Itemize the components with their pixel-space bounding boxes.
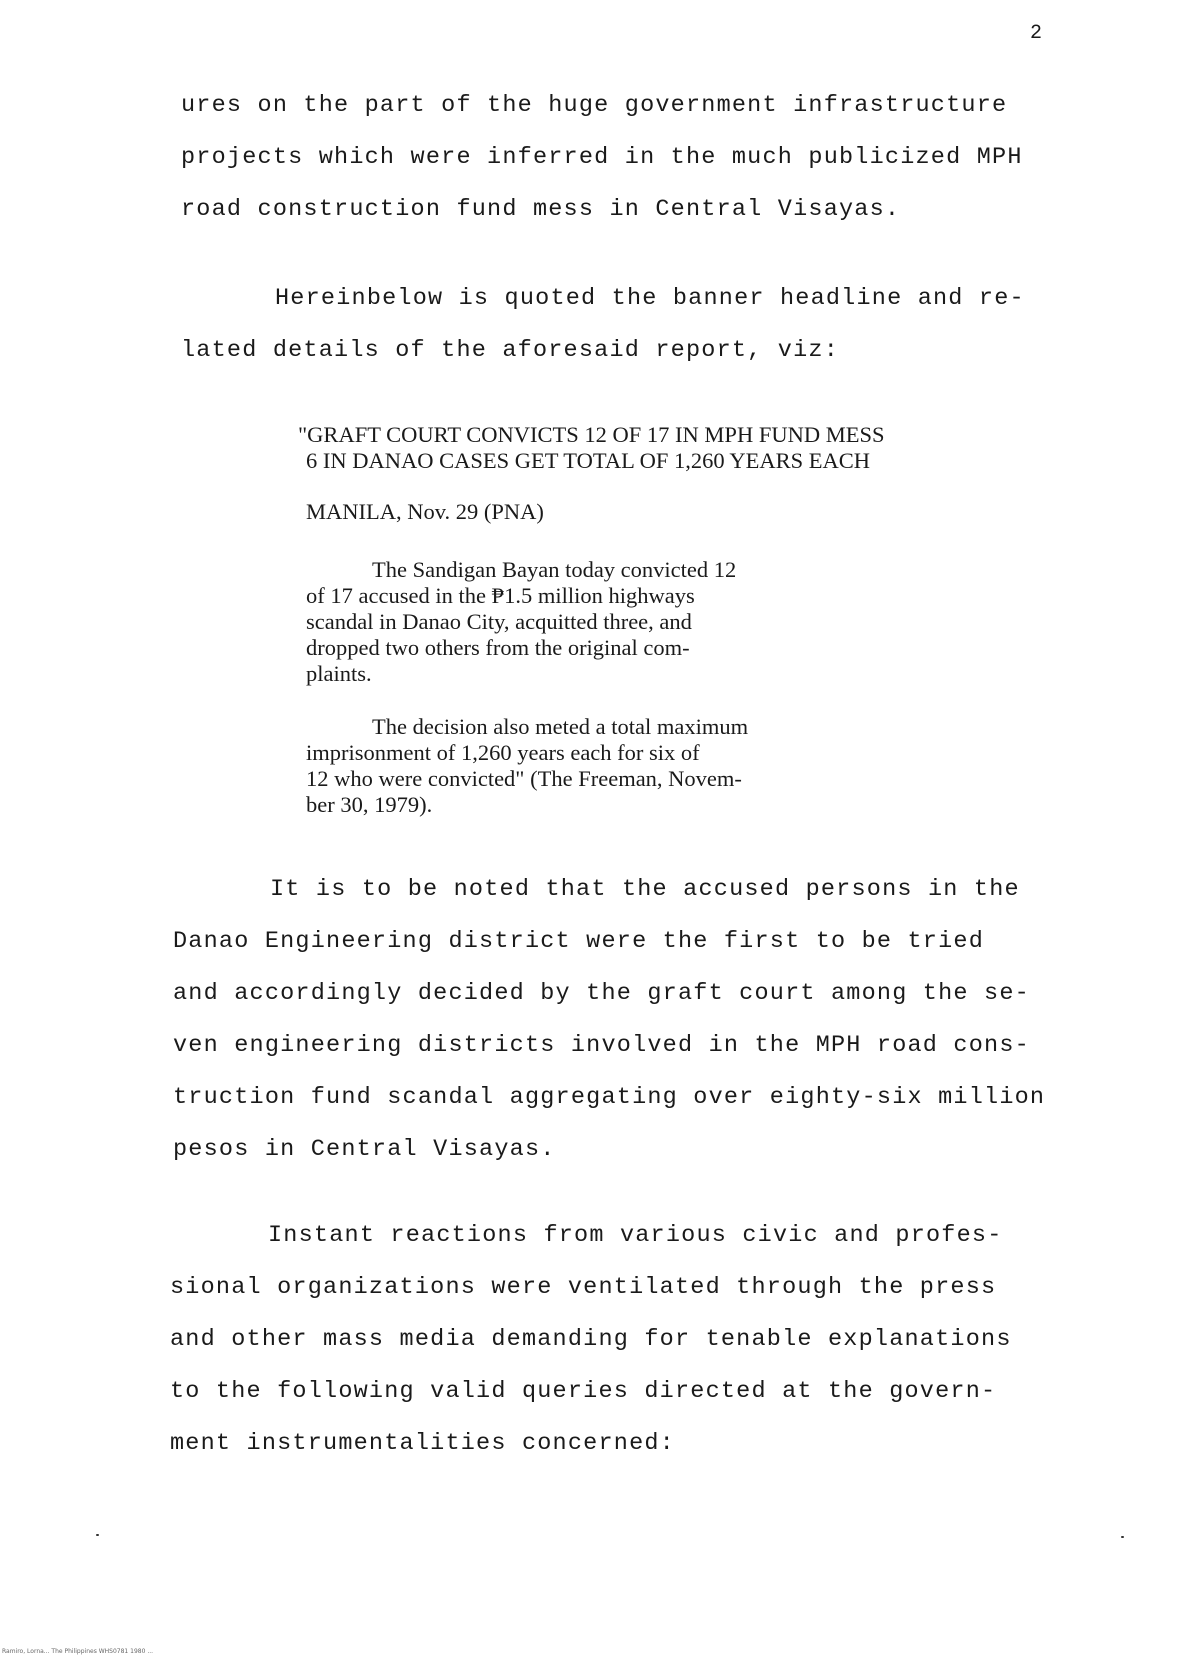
text-line: It is to be noted that the accused persons in the: [270, 876, 1020, 903]
text-line: lated details of the aforesaid report, viz:: [181, 337, 839, 364]
quote-text-line: The decision also meted a total maximum: [372, 714, 749, 739]
text-line: ven engineering districts involved in the MPH road cons-: [173, 1032, 1030, 1059]
page-number: 2: [1030, 22, 1043, 45]
quote-dateline: MANILA, Nov. 29 (PNA): [306, 499, 544, 524]
quote-text-line: dropped two others from the original com-: [306, 635, 690, 660]
quote-text-line: 12 who were convicted" (The Freeman, Novem-: [306, 766, 742, 791]
text-line: Danao Engineering district were the first to be tried: [173, 928, 985, 955]
text-line: road construction fund mess in Central Visayas.: [181, 196, 901, 223]
text-line: ures on the part of the huge government infrastructure: [181, 92, 1008, 119]
quote-text-line: ber 30, 1979).: [306, 792, 433, 817]
quote-text-line: scandal in Danao City, acquitted three, and: [306, 609, 692, 634]
scan-speck: [96, 1534, 99, 1536]
text-line: projects which were inferred in the much publicized MPH: [181, 144, 1023, 171]
text-line: Hereinbelow is quoted the banner headline and re-: [275, 285, 1025, 312]
text-line: to the following valid queries directed at the govern-: [170, 1378, 997, 1405]
quote-text-line: imprisonment of 1,260 years each for six of: [306, 740, 700, 765]
quote-text-line: plaints.: [306, 661, 372, 686]
quote-text-line: of 17 accused in the ₱1.5 million highways: [306, 583, 695, 608]
quote-headline-line: "GRAFT COURT CONVICTS 12 OF 17 IN MPH FUND MESS: [298, 422, 885, 447]
footer-scan-note: Ramiro, Lorna... The Philippines WHS0781 1980 ...: [2, 1648, 154, 1655]
text-line: and other mass media demanding for tenable explanations: [170, 1326, 1012, 1353]
quote-headline-line: 6 IN DANAO CASES GET TOTAL OF 1,260 YEARS EACH: [306, 448, 871, 473]
text-line: ment instrumentalities concerned:: [170, 1430, 675, 1457]
quote-text-line: The Sandigan Bayan today convicted 12: [372, 557, 737, 582]
text-line: and accordingly decided by the graft court among the se-: [173, 980, 1030, 1007]
text-line: pesos in Central Visayas.: [173, 1136, 556, 1163]
scan-speck: [1121, 1536, 1124, 1538]
text-line: Instant reactions from various civic and profes-: [268, 1222, 1003, 1249]
text-line: sional organizations were ventilated through the press: [170, 1274, 997, 1301]
text-line: truction fund scandal aggregating over eighty-six million: [173, 1084, 1046, 1111]
